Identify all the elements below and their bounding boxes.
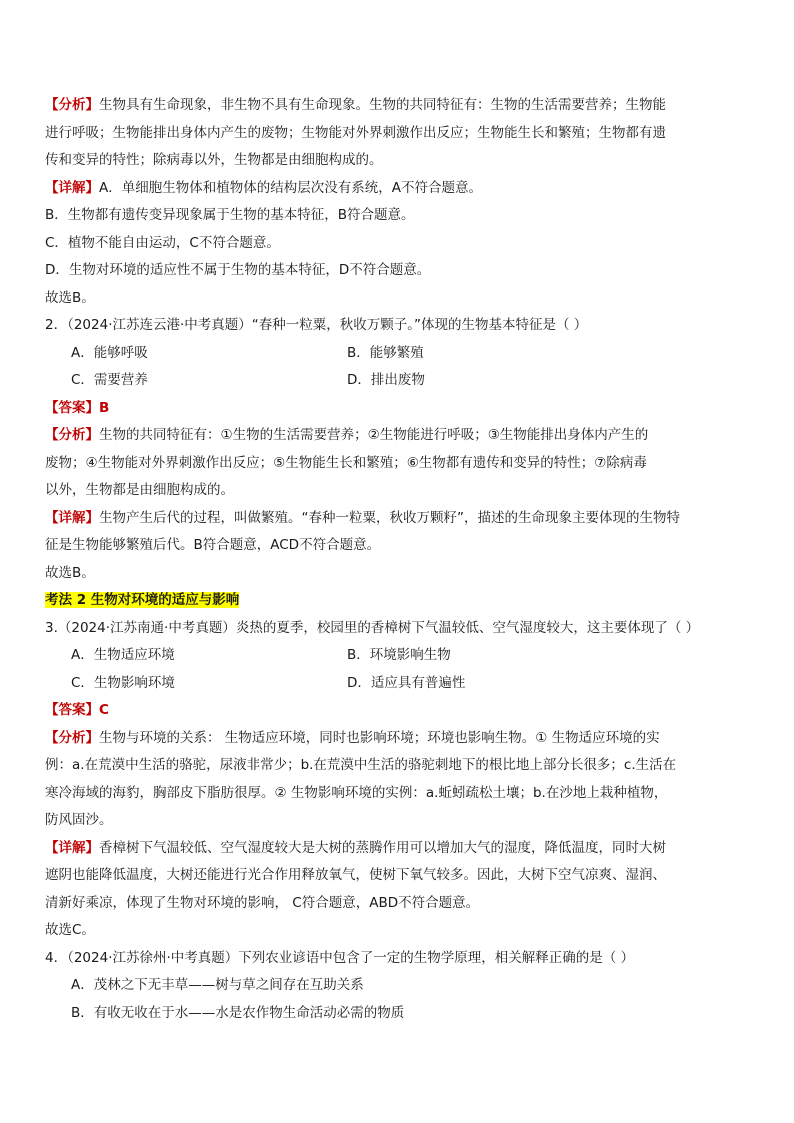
q1-detail-line [45, 175, 755, 203]
q3-detail-line: 清新好乘凉，体现了生物对环境的影响， C符合题意，ABD不符合题意。 [45, 894, 480, 911]
section-title: 考法 2 生物对环境的适应与影响 [45, 592, 240, 608]
q1-analysis-line: 传和变异的特性；除病毒以外，生物都是由细胞构成的。 [45, 152, 383, 168]
q1-choose: 故选B。 [45, 289, 95, 306]
q2-analysis-line: 废物；④生物能对外界刺激作出反应；⑤生物能生长和繁殖；⑥生物都有遗传和变异的特性；⑦除病毒 [45, 454, 647, 471]
q2-choose: 故选B。 [45, 564, 95, 581]
analysis-text: 生物与环境的关系： 生物适应环境，同时也影响环境；环境也影响生物。① 生物适应环境的实 [99, 729, 660, 746]
answer-tag: 【答案】 [45, 399, 99, 416]
document-content [45, 92, 755, 1027]
q2-option-d: D．排出废物 [347, 372, 425, 388]
q3-detail-line [45, 835, 755, 863]
q3-choose: 故选C。 [45, 922, 95, 938]
q2-stem: 2．（2024·江苏连云港·中考真题）“春种一粒粟，秋收万颗子。”体现的生物基本特征是（ ） [45, 317, 588, 333]
q3-analysis-line: 例：a.在荒漠中生活的骆驼，尿液非常少；b.在荒漠中生活的骆驼刺地下的根比地上部分长很多；c.生活在 [45, 757, 677, 773]
q3-analysis-line: 防风固沙。 [45, 812, 113, 828]
q1-detail-line: C．植物不能自由运动，C不符合题意。 [45, 234, 280, 251]
q2-options-row [45, 367, 755, 395]
q2-detail-line [45, 505, 755, 533]
q2-options-row [45, 340, 755, 368]
detail-text: A．单细胞生物体和植物体的结构层次没有系统，A不符合题意。 [99, 179, 482, 196]
q3-options-row [45, 642, 755, 670]
detail-tag: 【详解】 [45, 509, 99, 526]
q2-option-a: A．能够呼吸 [71, 344, 148, 361]
answer-tag: 【答案】 [45, 702, 99, 718]
q1-detail-line: B．生物都有遗传变异现象属于生物的基本特征，B符合题意。 [45, 207, 415, 223]
q4-option-row [45, 972, 755, 1000]
section-heading [45, 587, 755, 615]
q2-option-c: C．需要营养 [71, 372, 148, 388]
detail-tag: 【详解】 [45, 179, 99, 196]
q3-stem: 3.（2024·江苏南通·中考真题）炎热的夏季，校园里的香樟树下气温较低、空气湿度较大，这主要体现了（ ） [45, 619, 700, 636]
q2-analysis-line: 以外，生物都是由细胞构成的。 [45, 482, 234, 498]
q2-option-b: B．能够繁殖 [347, 344, 424, 361]
analysis-tag: 【分析】 [45, 97, 99, 113]
q2-answer [45, 395, 755, 423]
detail-text: 香樟树下气温较低、空气湿度较大是大树的蒸腾作用可以增加大气的湿度，降低温度，同时大树 [99, 839, 666, 856]
q2-analysis-line [45, 422, 755, 450]
q4-option-a: A．茂林之下无丰草——树与草之间存在互助关系 [71, 977, 364, 993]
q3-option-c: C．生物影响环境 [71, 674, 175, 691]
q1-analysis-line: 进行呼吸；生物能排出身体内产生的废物；生物能对外界刺激作出反应；生物能生长和繁殖；生物都有遗 [45, 124, 666, 141]
q3-analysis-line [45, 725, 755, 753]
analysis-text: 生物具有生命现象，非生物不具有生命现象。生物的共同特征有：生物的生活需要营养；生物能 [99, 97, 666, 113]
q4-stem: 4．（2024·江苏徐州·中考真题）下列农业谚语中包含了一定的生物学原理，相关解释正确的是（ ） [45, 949, 635, 966]
q4-option-row [45, 1000, 755, 1028]
q3-option-d: D．适应具有普遍性 [347, 674, 466, 691]
q3-options-row [45, 670, 755, 698]
answer-value: B [99, 399, 110, 416]
answer-value: C [99, 702, 109, 718]
q3-option-a: A．生物适应环境 [71, 647, 175, 663]
analysis-text: 生物的共同特征有：①生物的生活需要营养；②生物能进行呼吸；③生物能排出身体内产生的 [99, 427, 649, 443]
analysis-tag: 【分析】 [45, 427, 99, 443]
q3-detail-line: 遮阴也能降低温度，大树还能进行光合作用释放氧气，使树下氧气较多。因此，大树下空气凉爽、湿润、 [45, 867, 666, 883]
q3-option-b: B．环境影响生物 [347, 647, 451, 663]
q4-option-b: B．有收无收在于水——水是农作物生命活动必需的物质 [71, 1004, 405, 1021]
q1-detail-line: D．生物对环境的适应性不属于生物的基本特征，D不符合题意。 [45, 262, 431, 278]
q3-analysis-line: 寒冷海域的海豹，胸部皮下脂肪很厚。② 生物影响环境的实例：a.蚯蚓疏松土壤；b.在沙地上栽种植物， [45, 784, 668, 801]
analysis-tag: 【分析】 [45, 729, 99, 746]
q1-analysis-line [45, 92, 755, 120]
q3-answer [45, 697, 755, 725]
detail-text: 生物产生后代的过程，叫做繁殖。“春种一粒粟，秋收万颗籽”，描述的生命现象主要体现的生物特 [99, 509, 680, 526]
q2-detail-line: 征是生物能够繁殖后代。B符合题意，ACD不符合题意。 [45, 537, 381, 553]
detail-tag: 【详解】 [45, 839, 99, 856]
